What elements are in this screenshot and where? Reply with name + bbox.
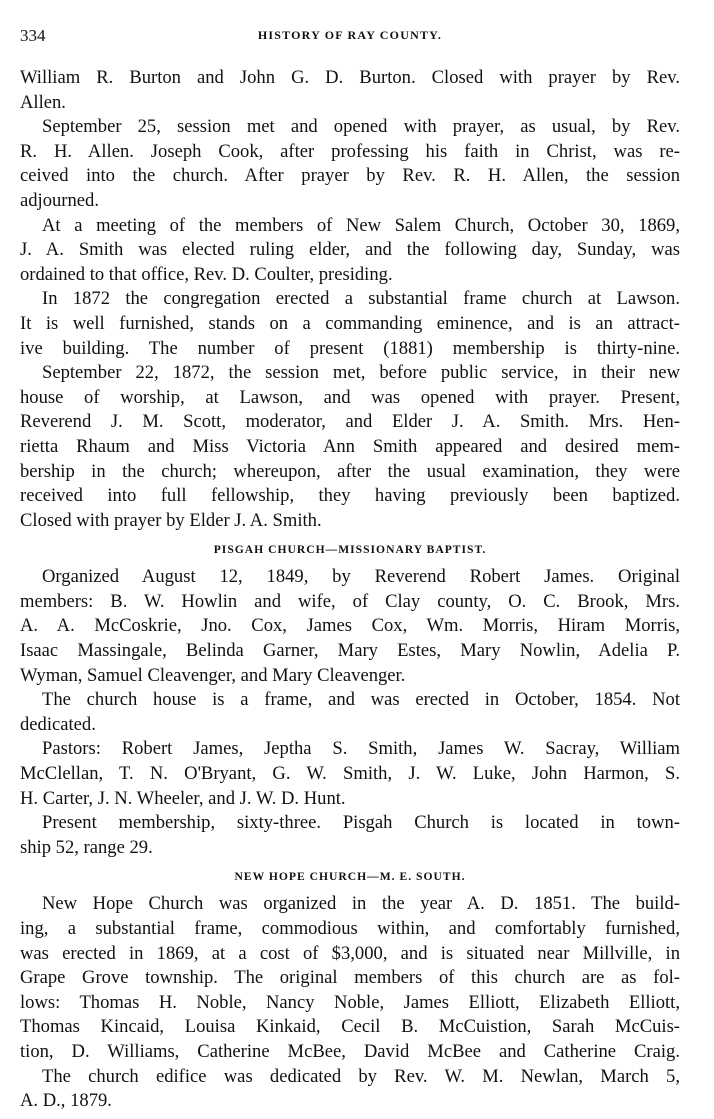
text-line: house of worship, at Lawson, and was opened with prayer. Present, bbox=[20, 386, 680, 408]
text-line: ship 52, range 29. bbox=[20, 836, 153, 858]
paragraph-ruling-elder bbox=[20, 214, 680, 288]
text-line: A. A. McCoskrie, Jno. Cox, James Cox, Wm. Morris, Hiram Morris, bbox=[20, 615, 680, 637]
text-line: ordained to that office, Rev. D. Coulter, presiding. bbox=[20, 263, 393, 285]
page-body bbox=[20, 66, 680, 1114]
text-line: received into full fellowship, they having previously been baptized. bbox=[20, 485, 680, 507]
running-title: HISTORY OF RAY COUNTY. bbox=[257, 28, 443, 42]
text-line: The church edifice was dedicated by Rev. W. M. Newlan, March 5, bbox=[42, 1065, 680, 1087]
text-line: adjourned. bbox=[20, 189, 99, 211]
text-line: It is well furnished, stands on a commanding eminence, and is an attract- bbox=[20, 312, 680, 334]
text-line: Wyman, Samuel Cleavenger, and Mary Cleavenger. bbox=[20, 664, 406, 686]
text-line: Pastors: Robert James, Jeptha S. Smith, James W. Sacray, William bbox=[42, 738, 680, 760]
text-line: Closed with prayer by Elder J. A. Smith. bbox=[20, 509, 322, 531]
text-line: tion, D. Williams, Catherine McBee, David McBee and Catherine Craig. bbox=[20, 1040, 680, 1062]
paragraph-pisgah-pastors bbox=[20, 737, 680, 811]
text-line: In 1872 the congregation erected a substantial frame church at Lawson. bbox=[42, 288, 680, 310]
text-line: J. A. Smith was elected ruling elder, and the following day, Sunday, was bbox=[20, 239, 680, 261]
paragraph-session-sept-22 bbox=[20, 361, 680, 533]
text-line: September 22, 1872, the session met, before public service, in their new bbox=[42, 362, 680, 384]
text-line: A. D., 1879. bbox=[20, 1090, 112, 1112]
text-line: Organized August 12, 1849, by Reverend Robert James. Original bbox=[42, 566, 680, 588]
text-line: was erected in 1869, at a cost of $3,000, and is situated near Millville, in bbox=[20, 942, 680, 964]
text-line: members: B. W. Howlin and wife, of Clay county, O. C. Brook, Mrs. bbox=[20, 590, 680, 612]
text-line: McClellan, T. N. O'Bryant, G. W. Smith, J. W. Luke, John Harmon, S. bbox=[20, 763, 680, 785]
text-line: lows: Thomas H. Noble, Nancy Noble, James Elliott, Elizabeth Elliott, bbox=[20, 991, 680, 1013]
text-line: Thomas Kincaid, Louisa Kinkaid, Cecil B. McCuistion, Sarah McCuis- bbox=[20, 1016, 680, 1038]
text-line: R. H. Allen. Joseph Cook, after professing his faith in Christ, was re- bbox=[20, 140, 680, 162]
text-line: William R. Burton and John G. D. Burton. Closed with prayer by Rev. bbox=[20, 67, 680, 88]
paragraph-new-hope-dedication bbox=[20, 1065, 680, 1114]
text-line: September 25, session met and opened with prayer, as usual, by Rev. bbox=[42, 116, 680, 138]
paragraph-pisgah-house bbox=[20, 688, 680, 737]
text-line: rietta Rhaum and Miss Victoria Ann Smith appeared and desired mem- bbox=[20, 435, 680, 457]
paragraph-pisgah-membership bbox=[20, 811, 680, 860]
text-line: At a meeting of the members of New Salem Church, October 30, 1869, bbox=[42, 214, 680, 236]
text-line: dedicated. bbox=[20, 713, 96, 735]
section-heading-pisgah: PISGAH CHURCH—MISSIONARY BAPTIST. bbox=[213, 543, 487, 557]
text-line: ive building. The number of present (1881) membership is thirty-nine. bbox=[20, 337, 680, 359]
text-line: ing, a substantial frame, commodious within, and comfortably furnished, bbox=[20, 918, 680, 939]
section-heading-new-hope: NEW HOPE CHURCH—M. E. SOUTH. bbox=[234, 870, 466, 884]
paragraph-continuation bbox=[20, 66, 680, 115]
paragraph-session-sept-25 bbox=[20, 115, 680, 213]
text-line: H. Carter, J. N. Wheeler, and J. W. D. Hunt. bbox=[20, 787, 346, 809]
text-line: Isaac Massingale, Belinda Garner, Mary Estes, Mary Nowlin, Adelia P. bbox=[20, 640, 680, 662]
paragraph-lawson-church bbox=[20, 287, 680, 361]
book-page bbox=[20, 24, 680, 1114]
text-line: The church house is a frame, and was erected in October, 1854. Not bbox=[42, 689, 680, 711]
text-line: ceived into the church. After prayer by Rev. R. H. Allen, the session bbox=[20, 165, 680, 187]
text-line: Reverend J. M. Scott, moderator, and Elder J. A. Smith. Mrs. Hen- bbox=[20, 411, 680, 433]
text-line: bership in the church; whereupon, after the usual examination, they were bbox=[20, 460, 680, 482]
text-line: New Hope Church was organized in the year A. D. 1851. The build- bbox=[42, 893, 680, 915]
paragraph-pisgah-organized bbox=[20, 565, 680, 688]
running-head bbox=[20, 24, 680, 54]
text-line: Allen. bbox=[20, 91, 66, 113]
page-number: 334 bbox=[20, 26, 46, 45]
paragraph-new-hope-organized bbox=[20, 892, 680, 1064]
text-line: Grape Grove township. The original members of this church are as fol- bbox=[20, 967, 680, 989]
text-line: Present membership, sixty-three. Pisgah Church is located in town- bbox=[42, 812, 680, 834]
